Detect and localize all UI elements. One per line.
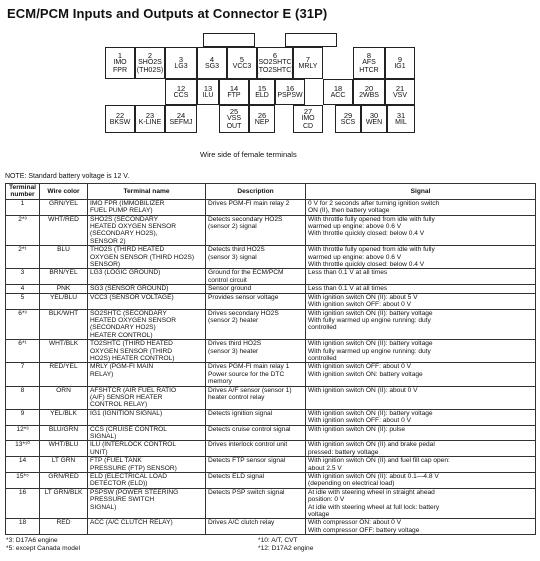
table-row — [6, 293, 536, 309]
pin-number: 3 — [178, 54, 184, 64]
pin-26 — [249, 105, 275, 133]
pin-number: 29 — [343, 110, 353, 120]
pin-signal-label: PSPSW — [277, 92, 303, 99]
table-row — [6, 246, 536, 269]
table-row — [6, 309, 536, 340]
pin-number: 8 — [366, 50, 372, 60]
table-row — [6, 285, 536, 293]
pin-number: 25 — [229, 106, 239, 116]
table-row — [6, 199, 536, 215]
pin-signal-label: NEP — [254, 119, 270, 126]
cell-description: Detects third HO2S (sensor 3) signal — [206, 246, 306, 269]
table-row — [6, 363, 536, 386]
cell-wire-color: BLK/WHT — [40, 309, 88, 340]
cell-description: Drives interlock control unit — [206, 441, 306, 457]
cell-description: Detects PSP switch signal — [206, 488, 306, 519]
cell-signal: With ignition switch ON (II): about 5 V With ignition switch OFF: about 0 V — [306, 293, 536, 309]
cell-description: Ground for the ECM/PCM control circuit — [206, 269, 306, 285]
cell-wire-color: RED — [40, 519, 88, 535]
pin-signal-label: VCC3 — [232, 63, 252, 70]
connector-key-left — [203, 33, 255, 47]
cell-signal: With ignition switch ON (II) and brake pedal pressed: battery voltage — [306, 441, 536, 457]
cell-description: Detects ignition signal — [206, 409, 306, 425]
cell-terminal-name: IG1 (IGNITION SIGNAL) — [88, 409, 206, 425]
pin-signal-label: MIL — [395, 119, 407, 126]
pin-number: 26 — [257, 110, 267, 120]
cell-terminal-name: IMO FPR (IMMOBILIZER FUEL PUMP RELAY) — [88, 199, 206, 215]
cell-terminal-number: 5 — [6, 293, 40, 309]
cell-wire-color: BRN/YEL — [40, 269, 88, 285]
cell-signal: 0 V for 2 seconds after turning ignition switch ON (II), then battery voltage — [306, 199, 536, 215]
header-terminal-number: Terminal number — [6, 184, 40, 200]
pin-number: 21 — [395, 83, 405, 93]
cell-wire-color: RED/YEL — [40, 363, 88, 386]
pin-5 — [227, 47, 257, 79]
cell-terminal-number: 18 — [6, 519, 40, 535]
header-terminal-name: Terminal name — [88, 184, 206, 200]
cell-description: Drives PGM-FI main relay 2 — [206, 199, 306, 215]
pin-signal-label: IMO — [301, 115, 315, 123]
pin-number: 14 — [229, 83, 239, 93]
cell-terminal-name: LG3 (LOGIC GROUND) — [88, 269, 206, 285]
table-row — [6, 441, 536, 457]
cell-description: Drives A/F sensor (sensor 1) heater control relay — [206, 386, 306, 409]
pin-number: 7 — [305, 54, 311, 64]
cell-terminal-name: TO2SHTC (THIRD HEATED OXYGEN SENSOR (THIRD HO2S) HEATER CONTROL) — [88, 340, 206, 363]
cell-terminal-number: 8 — [6, 386, 40, 409]
pin-signal-label: SG3 — [204, 63, 219, 70]
cell-wire-color: YEL/BLU — [40, 293, 88, 309]
pin-3 — [165, 47, 197, 79]
cell-description: Detects secondary HO2S (sensor 2) signal — [206, 215, 306, 246]
pin-29 — [335, 105, 361, 133]
cell-terminal-name: MRLY (PGM-FI MAIN RELAY) — [88, 363, 206, 386]
cell-wire-color: BLU/GRN — [40, 425, 88, 441]
table-row — [6, 215, 536, 246]
pin-signal-label: MRLY — [298, 63, 318, 70]
footnotes-right: *10: A/T, CVT *12: D17A2 engine — [258, 537, 314, 552]
cell-description: Sensor ground — [206, 285, 306, 293]
pin-number: 30 — [369, 110, 379, 120]
cell-signal: With ignition switch ON (II): battery voltage With fully warmed up engine running: duty controlled — [306, 309, 536, 340]
cell-wire-color: WHT/BLK — [40, 340, 88, 363]
cell-signal: With ignition switch ON (II): battery voltage With ignition switch OFF: about 0 V — [306, 409, 536, 425]
cell-signal: Less than 0.1 V at all times — [306, 269, 536, 285]
connector-caption: Wire side of female terminals — [200, 150, 297, 159]
pin-signal-label: VSS — [226, 115, 241, 123]
cell-terminal-name: ACC (A/C CLUTCH RELAY) — [88, 519, 206, 535]
pin-signal-label: ACC — [330, 92, 346, 99]
cell-terminal-name: PSPSW (POWER STEERING PRESSURE SWITCH SIGNAL) — [88, 488, 206, 519]
cell-description: Detects ELD signal — [206, 473, 306, 489]
pin-8 — [353, 47, 385, 79]
cell-signal: With throttle fully opened from idle with fully warmed up engine: above 0.6 V With throttle quickly closed: below 0.4 V — [306, 246, 536, 269]
pin-20 — [353, 79, 385, 105]
cell-wire-color: GRN/YEL — [40, 199, 88, 215]
pin-signal-label: AFS — [362, 59, 376, 67]
pin-signal-label: WEN — [365, 119, 383, 126]
cell-terminal-number: 4 — [6, 285, 40, 293]
pin-number: 2 — [147, 50, 153, 60]
table-row — [6, 409, 536, 425]
pin-signal-label: IG1 — [394, 63, 406, 70]
pin-signal-label: VSV — [392, 92, 407, 99]
pin-21 — [385, 79, 415, 105]
pin-7 — [293, 47, 323, 79]
cell-terminal-number: 6*¹ — [6, 340, 40, 363]
pin-2 — [135, 47, 165, 79]
voltage-note: NOTE: Standard battery voltage is 12 V. — [5, 173, 130, 180]
cell-terminal-number: 12*³ — [6, 425, 40, 441]
pin-signal-label: FTP — [227, 92, 241, 99]
cell-signal: With ignition switch OFF: about 0 V With ignition switch ON: battery voltage — [306, 363, 536, 386]
cell-signal: Less than 0.1 V at all times — [306, 285, 536, 293]
pin-signal-label: ILU — [202, 92, 214, 99]
cell-wire-color: GRN/RED — [40, 473, 88, 489]
table-row — [6, 488, 536, 519]
pin-number: 4 — [209, 54, 215, 64]
pin-signal-label: IMO — [113, 59, 127, 67]
cell-signal: With compressor ON: about 0 V With compressor OFF: battery voltage — [306, 519, 536, 535]
cell-description: Detects cruise control signal — [206, 425, 306, 441]
cell-signal: With ignition switch ON (II): about 0.1—4.8 V (depending on electrical load) — [306, 473, 536, 489]
pin-signal-label: CCS — [173, 92, 189, 99]
cell-signal: With ignition switch ON (II): pulse — [306, 425, 536, 441]
pin-signal-label: ELD — [255, 92, 269, 99]
cell-wire-color: WHT/BLU — [40, 441, 88, 457]
cell-terminal-name: ELD (ELECTRICAL LOAD DETECTOR (ELD)) — [88, 473, 206, 489]
cell-terminal-name: THO2S (THIRD HEATED OXYGEN SENSOR (THIRD HO2S) SENSOR) — [88, 246, 206, 269]
table-row — [6, 340, 536, 363]
pin-number: 31 — [396, 110, 406, 120]
connector-key-right — [285, 33, 337, 47]
cell-description: Provides sensor voltage — [206, 293, 306, 309]
cell-terminal-name: CCS (CRUISE CONTROL SIGNAL) — [88, 425, 206, 441]
pin-9 — [385, 47, 415, 79]
pin-number: 13 — [203, 83, 213, 93]
pin-number: 6 — [272, 50, 278, 60]
connector-diagram — [105, 33, 440, 143]
pin-number: 18 — [333, 83, 343, 93]
table-row — [6, 425, 536, 441]
cell-terminal-name: VCC3 (SENSOR VOLTAGE) — [88, 293, 206, 309]
cell-terminal-number: 3 — [6, 269, 40, 285]
pin-signal-label: K-LINE — [138, 119, 162, 126]
table-row — [6, 519, 536, 535]
cell-terminal-name: AFSHTCR (AIR FUEL RATIO (A/F) SENSOR HEATER CONTROL RELAY) — [88, 386, 206, 409]
header-wire-color: Wire color — [40, 184, 88, 200]
pin-number: 22 — [115, 110, 125, 120]
pin-signal-label: SCS — [340, 119, 356, 126]
pin-4 — [197, 47, 227, 79]
footnotes-left: *3: D17A6 engine *5: except Canada model — [6, 537, 81, 552]
pin-signal-label: SHO2S — [138, 59, 162, 67]
pin-31 — [387, 105, 415, 133]
pin-number: 12 — [176, 83, 186, 93]
pin-number: 15 — [257, 83, 267, 93]
pin-30 — [361, 105, 387, 133]
cell-terminal-name: ILU (INTERLOCK CONTROL UNIT) — [88, 441, 206, 457]
cell-description: Drives secondary HO2S (sensor 2) heater — [206, 309, 306, 340]
pin-23 — [135, 105, 165, 133]
cell-terminal-name: FTP (FUEL TANK PRESSURE (FTP) SENSOR) — [88, 457, 206, 473]
pin-18 — [323, 79, 353, 105]
pin-signal-label: 2WBS — [359, 92, 379, 99]
cell-signal: With ignition switch ON (II): about 0 V — [306, 386, 536, 409]
table-row — [6, 473, 536, 489]
pin-6 — [257, 47, 293, 79]
signal-table — [5, 183, 536, 535]
pin-signal-label: (TO2SHTC) — [256, 66, 294, 74]
pin-12 — [165, 79, 197, 105]
pin-16 — [275, 79, 305, 105]
pin-1 — [105, 47, 135, 79]
cell-description: Drives A/C clutch relay — [206, 519, 306, 535]
cell-terminal-number: 14 — [6, 457, 40, 473]
pin-signal-label: FPR — [113, 66, 127, 74]
cell-signal: At idle with steering wheel in straight ahead position: 0 V At idle with steering wheel at full lock: battery voltage — [306, 488, 536, 519]
cell-terminal-number: 2*¹ — [6, 246, 40, 269]
cell-terminal-number: 15*⁵ — [6, 473, 40, 489]
cell-terminal-number: 2*³ — [6, 215, 40, 246]
pin-13 — [197, 79, 219, 105]
pin-signal-label: BKSW — [109, 119, 131, 126]
pin-signal-label: SO2SHTC — [258, 59, 292, 67]
pin-signal-label: LG3 — [174, 63, 188, 70]
cell-wire-color: PNK — [40, 285, 88, 293]
pin-signal-label: CD — [302, 122, 314, 130]
pin-number: 24 — [176, 110, 186, 120]
pin-number: 20 — [364, 83, 374, 93]
pin-signal-label: OUT — [226, 122, 242, 130]
cell-terminal-number: 1 — [6, 199, 40, 215]
table-row — [6, 269, 536, 285]
cell-signal: With ignition switch ON (II) and fuel fill cap open: about 2.5 V — [306, 457, 536, 473]
pin-22 — [105, 105, 135, 133]
cell-wire-color: WHT/RED — [40, 215, 88, 246]
table-header-row — [6, 184, 536, 200]
cell-terminal-number: 6*³ — [6, 309, 40, 340]
pin-24 — [165, 105, 197, 133]
pin-15 — [249, 79, 275, 105]
pin-25 — [219, 105, 249, 133]
pin-number: 5 — [239, 54, 245, 64]
cell-terminal-number: 7 — [6, 363, 40, 386]
page-title: ECM/PCM Inputs and Outputs at Connector E (31P) — [7, 6, 328, 21]
pin-signal-label: (TH02S) — [136, 66, 164, 74]
pin-number: 23 — [145, 110, 155, 120]
header-signal: Signal — [306, 184, 536, 200]
cell-terminal-name: SHO2S (SECONDARY HEATED OXYGEN SENSOR (SECONDARY HO2S), SENSOR 2) — [88, 215, 206, 246]
pin-signal-label: SEFMJ — [169, 119, 193, 126]
cell-wire-color: BLU — [40, 246, 88, 269]
cell-description: Drives third HO2S (sensor 3) heater — [206, 340, 306, 363]
table-row — [6, 457, 536, 473]
table-row — [6, 386, 536, 409]
cell-wire-color: LT GRN — [40, 457, 88, 473]
cell-terminal-name: SO2SHTC (SECONDARY HEATED OXYGEN SENSOR (SECONDARY HO2S) HEATER CONTROL) — [88, 309, 206, 340]
pin-number: 16 — [285, 83, 295, 93]
cell-terminal-number: 9 — [6, 409, 40, 425]
cell-signal: With throttle fully opened from idle with fully warmed up engine: above 0.6 V With throttle quickly closed: below 0.4 V — [306, 215, 536, 246]
pin-number: 1 — [117, 50, 123, 60]
cell-wire-color: ORN — [40, 386, 88, 409]
pin-signal-label: HTCR — [359, 66, 379, 74]
cell-description: Detects FTP sensor signal — [206, 457, 306, 473]
cell-description: Drives PGM-FI main relay 1 Power source for the DTC memory — [206, 363, 306, 386]
pin-number: 9 — [397, 54, 403, 64]
header-description: Description — [206, 184, 306, 200]
pin-14 — [219, 79, 249, 105]
cell-terminal-name: SG3 (SENSOR GROUND) — [88, 285, 206, 293]
cell-terminal-number: 16 — [6, 488, 40, 519]
pin-number: 27 — [303, 106, 313, 116]
pin-27 — [293, 105, 323, 133]
cell-wire-color: YEL/BLK — [40, 409, 88, 425]
cell-signal: With ignition switch ON (II): battery voltage With fully warmed up engine running: duty controlled — [306, 340, 536, 363]
cell-wire-color: LT GRN/BLK — [40, 488, 88, 519]
cell-terminal-number: 13*¹⁰ — [6, 441, 40, 457]
